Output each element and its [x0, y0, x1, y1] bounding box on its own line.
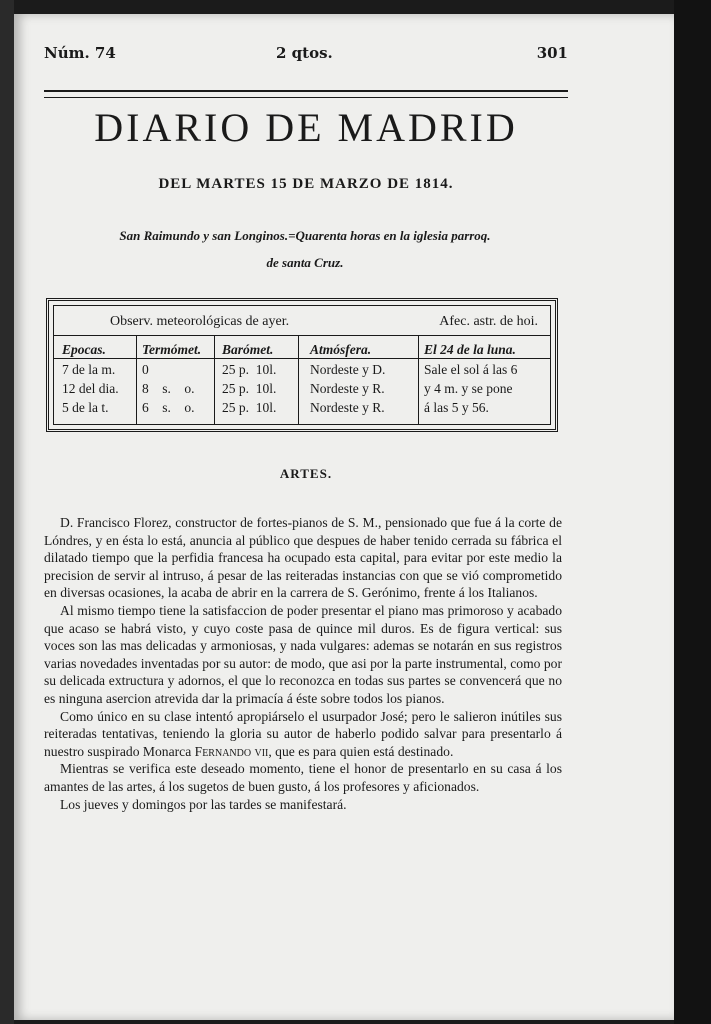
saints-line-1: San Raimundo y san Longinos.=Quarenta horas en la iglesia parroq. — [119, 228, 491, 243]
table-cell: á las 5 y 56. — [424, 400, 489, 415]
monarch-name: Fernando vii — [194, 743, 269, 759]
weather-header-rule — [54, 335, 550, 336]
table-cell: Nordeste y R. — [310, 381, 385, 396]
weather-divider — [214, 336, 215, 424]
saints-line-2: de santa Cruz. — [266, 255, 344, 270]
table-cell: 5 de la t. — [62, 400, 109, 415]
paragraph: Mientras se verifica este deseado momento, tiene el honor de presentarlo en su casa á los amantes de las artes, á los sugetos de buen gusto, á los profesores y aficionados. — [44, 761, 562, 794]
weather-table — [46, 298, 558, 432]
column-barometro — [222, 340, 276, 417]
weather-header — [54, 314, 550, 334]
weather-divider — [298, 336, 299, 424]
column-header: Termómet. — [142, 342, 202, 357]
column-epocas — [62, 340, 119, 417]
saints-of-the-day — [40, 222, 570, 276]
section-title: ARTES. — [279, 466, 333, 481]
newspaper-title: DIARIO DE MADRID — [94, 105, 518, 150]
column-termometro — [142, 340, 201, 417]
article-body — [44, 514, 562, 813]
table-cell: 12 del dia. — [62, 381, 119, 396]
right-margin-dark — [674, 0, 711, 1024]
table-cell: 7 de la m. — [62, 362, 116, 377]
column-header: Atmósfera. — [310, 342, 372, 357]
column-header: El 24 de la luna. — [424, 342, 516, 357]
paragraph: Los jueves y domingos por las tardes se manifestará. — [60, 796, 347, 812]
column-luna — [424, 340, 517, 417]
column-header: Barómet. — [222, 342, 274, 357]
table-cell: 25 p. 10l. — [222, 362, 277, 377]
table-cell: 25 p. 10l. — [222, 381, 277, 396]
table-cell: 25 p. 10l. — [222, 400, 277, 415]
issue-number: Núm. 74 — [44, 44, 116, 62]
paragraph: D. Francisco Florez, constructor de fortes-pianos de S. M., pensionado que fue á la corte de Lóndres, y en ésta lo está, anuncia al público que despues de haber tenido cerrada su fábrica el dilatado tiempo que la perfidia francesa ha ocupado esta capital, para evitar por este medio la precision de servir al intruso, á pesar de las reiteradas instancias con que se vió comprometido en diversas ocasiones, la acaba de abrir en la carrera de S. Gerónimo, frente á los Italianos. — [44, 515, 562, 601]
table-cell: Nordeste y R. — [310, 400, 385, 415]
column-atmosfera — [310, 340, 385, 417]
table-cell: 6 s. o. — [142, 400, 195, 415]
issue-price: 2 qtos. — [276, 44, 333, 62]
page-number: 301 — [536, 44, 568, 62]
date-line: DEL MARTES 15 DE MARZO DE 1814. — [158, 176, 454, 192]
table-cell: Sale el sol á las 6 — [424, 362, 518, 377]
paragraph-text: Como único en su clase intentó apropiárselo el usurpador José; pero le salieron inútiles sus reiteradas tentativas, teniendo la gloria su autor de haberlo podido salvar para presentarlo á nuestro suspirado Monarca — [44, 708, 562, 759]
masthead-top — [44, 44, 568, 66]
table-cell: Nordeste y D. — [310, 362, 386, 377]
weather-heading-left: Observ. meteorológicas de ayer. — [110, 314, 290, 329]
column-header: Epocas. — [62, 342, 106, 357]
monarch-tail: , que es para quien está destinado. — [268, 743, 454, 759]
table-cell: 0 — [142, 362, 149, 377]
table-cell: y 4 m. y se pone — [424, 381, 513, 396]
weather-divider — [418, 336, 419, 424]
masthead-rule — [44, 90, 568, 98]
paragraph: Al mismo tiempo tiene la satisfaccion de poder presentar el piano mas primoroso y acabado que acaso se habrá visto, y cuyo coste pasa de quince mil duros. Es de figura vertical: sus voces son las mas delicadas y armoniosas, y nada vulgares: ademas se notarán en sus registros varias novedades inventadas por su autor: de modo, que asi por la parte instrumental, como por su delicada extructura y adornos, el que lo reconozca en todas sus partes se convencerá que no es ninguna asercion atrevida dar la primacía á éste sobre todos los pianos. — [44, 602, 562, 706]
paragraph — [44, 708, 562, 761]
table-cell: 8 s. o. — [142, 381, 195, 396]
weather-heading-right: Afec. astr. de hoi. — [439, 314, 538, 329]
book-spine — [0, 0, 14, 1024]
weather-divider — [136, 336, 137, 424]
weather-table-inner — [53, 305, 551, 425]
